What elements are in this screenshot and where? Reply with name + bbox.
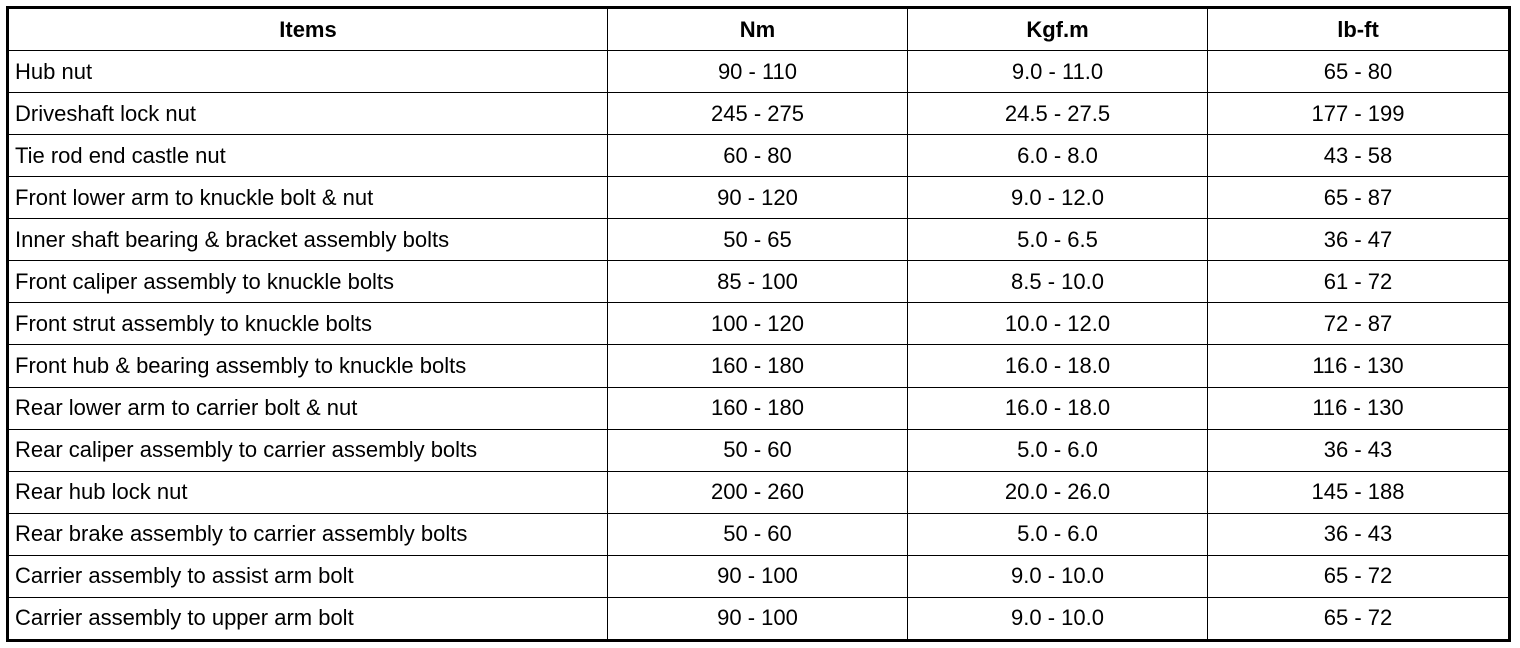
nm-value-cell: 50 - 60 [608,513,908,555]
nm-value-cell: 90 - 100 [608,597,908,640]
lb-ft-value-cell: 65 - 80 [1208,51,1510,93]
table-body [8,51,1510,641]
item-name-cell: Front strut assembly to knuckle bolts [8,303,608,345]
torque-specification-table [6,6,1511,642]
item-name-cell: Tie rod end castle nut [8,135,608,177]
lb-ft-value-cell: 72 - 87 [1208,303,1510,345]
table-row [8,513,1510,555]
table-header-row [8,8,1510,51]
nm-value-cell: 90 - 120 [608,177,908,219]
header-lb-ft: lb-ft [1208,8,1510,51]
lb-ft-value-cell: 177 - 199 [1208,93,1510,135]
lb-ft-value-cell: 43 - 58 [1208,135,1510,177]
nm-value-cell: 245 - 275 [608,93,908,135]
header-kgf-m: Kgf.m [908,8,1208,51]
lb-ft-value-cell: 36 - 43 [1208,513,1510,555]
nm-value-cell: 90 - 100 [608,555,908,597]
lb-ft-value-cell: 36 - 43 [1208,429,1510,471]
kgf-m-value-cell: 9.0 - 12.0 [908,177,1208,219]
table-row [8,345,1510,387]
item-name-cell: Driveshaft lock nut [8,93,608,135]
table-row [8,597,1510,640]
nm-value-cell: 90 - 110 [608,51,908,93]
item-name-cell: Carrier assembly to assist arm bolt [8,555,608,597]
table-row [8,387,1510,429]
table-row [8,429,1510,471]
item-name-cell: Rear hub lock nut [8,471,608,513]
table-row [8,135,1510,177]
kgf-m-value-cell: 5.0 - 6.0 [908,513,1208,555]
nm-value-cell: 85 - 100 [608,261,908,303]
item-name-cell: Rear brake assembly to carrier assembly bolts [8,513,608,555]
kgf-m-value-cell: 16.0 - 18.0 [908,345,1208,387]
table-row [8,555,1510,597]
header-items: Items [8,8,608,51]
item-name-cell: Front lower arm to knuckle bolt & nut [8,177,608,219]
table-row [8,93,1510,135]
lb-ft-value-cell: 61 - 72 [1208,261,1510,303]
nm-value-cell: 200 - 260 [608,471,908,513]
table-row [8,471,1510,513]
kgf-m-value-cell: 9.0 - 10.0 [908,597,1208,640]
item-name-cell: Carrier assembly to upper arm bolt [8,597,608,640]
kgf-m-value-cell: 6.0 - 8.0 [908,135,1208,177]
kgf-m-value-cell: 5.0 - 6.0 [908,429,1208,471]
item-name-cell: Front hub & bearing assembly to knuckle bolts [8,345,608,387]
table-row [8,261,1510,303]
lb-ft-value-cell: 116 - 130 [1208,387,1510,429]
kgf-m-value-cell: 10.0 - 12.0 [908,303,1208,345]
item-name-cell: Hub nut [8,51,608,93]
table-row [8,51,1510,93]
nm-value-cell: 160 - 180 [608,387,908,429]
lb-ft-value-cell: 116 - 130 [1208,345,1510,387]
lb-ft-value-cell: 65 - 72 [1208,597,1510,640]
table-row [8,303,1510,345]
item-name-cell: Inner shaft bearing & bracket assembly bolts [8,219,608,261]
nm-value-cell: 50 - 65 [608,219,908,261]
nm-value-cell: 160 - 180 [608,345,908,387]
kgf-m-value-cell: 9.0 - 10.0 [908,555,1208,597]
item-name-cell: Front caliper assembly to knuckle bolts [8,261,608,303]
nm-value-cell: 60 - 80 [608,135,908,177]
nm-value-cell: 50 - 60 [608,429,908,471]
lb-ft-value-cell: 65 - 72 [1208,555,1510,597]
lb-ft-value-cell: 65 - 87 [1208,177,1510,219]
item-name-cell: Rear lower arm to carrier bolt & nut [8,387,608,429]
lb-ft-value-cell: 36 - 47 [1208,219,1510,261]
kgf-m-value-cell: 20.0 - 26.0 [908,471,1208,513]
kgf-m-value-cell: 24.5 - 27.5 [908,93,1208,135]
nm-value-cell: 100 - 120 [608,303,908,345]
kgf-m-value-cell: 9.0 - 11.0 [908,51,1208,93]
header-nm: Nm [608,8,908,51]
kgf-m-value-cell: 8.5 - 10.0 [908,261,1208,303]
kgf-m-value-cell: 16.0 - 18.0 [908,387,1208,429]
table-row [8,219,1510,261]
item-name-cell: Rear caliper assembly to carrier assembly bolts [8,429,608,471]
table-row [8,177,1510,219]
kgf-m-value-cell: 5.0 - 6.5 [908,219,1208,261]
lb-ft-value-cell: 145 - 188 [1208,471,1510,513]
